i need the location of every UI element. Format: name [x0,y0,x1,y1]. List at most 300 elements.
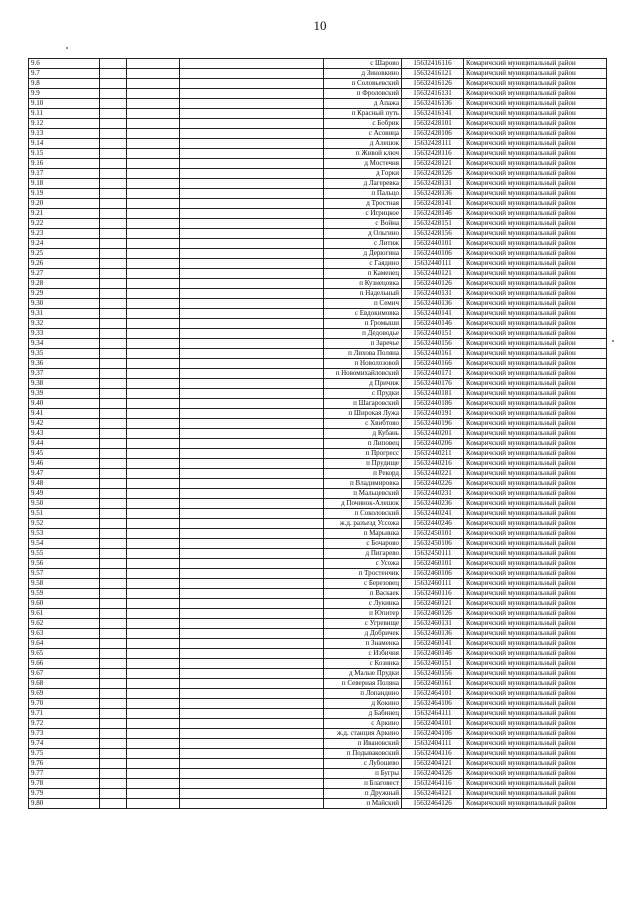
settlement-name-cell: с Гаядино [324,259,402,269]
table-row [29,669,607,679]
empty-cell [127,689,180,699]
empty-cell [127,99,180,109]
empty-cell [180,159,324,169]
empty-cell [180,649,324,659]
empty-cell [100,449,127,459]
empty-cell [127,349,180,359]
empty-cell [100,149,127,159]
table-row [29,389,607,399]
table-row [29,399,607,409]
oktmo-code-cell: 15632428116 [402,149,464,159]
row-number-cell: 9.49 [29,489,100,499]
empty-cell [100,319,127,329]
table-row [29,139,607,149]
district-cell: Комаричский муниципальный район [464,369,607,379]
empty-cell [100,79,127,89]
oktmo-code-cell: 15632450106 [402,539,464,549]
empty-cell [100,539,127,549]
oktmo-code-cell: 15632460126 [402,609,464,619]
district-cell: Комаричский муниципальный район [464,779,607,789]
empty-cell [100,529,127,539]
oktmo-code-cell: 15632404126 [402,769,464,779]
oktmo-code-cell: 15632440111 [402,259,464,269]
settlement-name-cell: п Дружный [324,789,402,799]
settlements-table-body [29,59,607,809]
empty-cell [127,529,180,539]
empty-cell [127,329,180,339]
row-number-cell: 9.57 [29,569,100,579]
settlement-name-cell: п Северная Поляна [324,679,402,689]
empty-cell [180,499,324,509]
empty-cell [127,89,180,99]
empty-cell [127,549,180,559]
empty-cell [180,59,324,69]
settlement-name-cell: д Малые Прудки [324,669,402,679]
empty-cell [180,749,324,759]
empty-cell [180,629,324,639]
settlement-name-cell: с Избичня [324,649,402,659]
empty-cell [127,669,180,679]
table-row [29,589,607,599]
oktmo-code-cell: 15632460151 [402,659,464,669]
empty-cell [180,279,324,289]
settlement-name-cell: д Причиж [324,379,402,389]
row-number-cell: 9.78 [29,779,100,789]
empty-cell [100,589,127,599]
empty-cell [180,579,324,589]
oktmo-code-cell: 15632440196 [402,419,464,429]
row-number-cell: 9.23 [29,229,100,239]
empty-cell [100,729,127,739]
row-number-cell: 9.8 [29,79,100,89]
oktmo-code-cell: 15632440166 [402,359,464,369]
empty-cell [100,139,127,149]
row-number-cell: 9.44 [29,439,100,449]
row-number-cell: 9.37 [29,369,100,379]
empty-cell [127,539,180,549]
table-row [29,69,607,79]
empty-cell [180,169,324,179]
district-cell: Комаричский муниципальный район [464,359,607,369]
settlement-name-cell: с Усожа [324,559,402,569]
settlement-name-cell: п Липовец [324,439,402,449]
settlement-name-cell: с Бочарово [324,539,402,549]
district-cell: Комаричский муниципальный район [464,699,607,709]
empty-cell [127,439,180,449]
empty-cell [100,349,127,359]
oktmo-code-cell: 15632440126 [402,279,464,289]
settlement-name-cell: с Евдокимовка [324,309,402,319]
district-cell: Комаричский муниципальный район [464,319,607,329]
oktmo-code-cell: 15632460121 [402,599,464,609]
oktmo-code-cell: 15632404116 [402,749,464,759]
empty-cell [127,249,180,259]
empty-cell [100,549,127,559]
empty-cell [100,269,127,279]
empty-cell [100,109,127,119]
oktmo-code-cell: 15632404121 [402,759,464,769]
empty-cell [127,429,180,439]
district-cell: Комаричский муниципальный район [464,349,607,359]
district-cell: Комаричский муниципальный район [464,719,607,729]
row-number-cell: 9.40 [29,399,100,409]
empty-cell [100,789,127,799]
empty-cell [100,189,127,199]
oktmo-code-cell: 15632460141 [402,639,464,649]
empty-cell [127,309,180,319]
row-number-cell: 9.43 [29,429,100,439]
row-number-cell: 9.77 [29,769,100,779]
district-cell: Комаричский муниципальный район [464,399,607,409]
settlement-name-cell: п Широкая Лужа [324,409,402,419]
district-cell: Комаричский муниципальный район [464,109,607,119]
table-row [29,429,607,439]
oktmo-code-cell: 15632440146 [402,319,464,329]
table-row [29,249,607,259]
empty-cell [180,689,324,699]
empty-cell [127,479,180,489]
district-cell: Комаричский муниципальный район [464,609,607,619]
empty-cell [180,439,324,449]
district-cell: Комаричский муниципальный район [464,139,607,149]
table-row [29,749,607,759]
empty-cell [100,489,127,499]
oktmo-code-cell: 15632460146 [402,649,464,659]
empty-cell [180,359,324,369]
settlement-name-cell: п Соловьевский [324,79,402,89]
empty-cell [100,649,127,659]
table-row [29,579,607,589]
district-cell: Комаричский муниципальный район [464,79,607,89]
empty-cell [100,219,127,229]
empty-cell [100,299,127,309]
table-row [29,509,607,519]
empty-cell [180,459,324,469]
district-cell: Комаричский муниципальный район [464,409,607,419]
table-row [29,229,607,239]
table-row [29,659,607,669]
table-row [29,459,607,469]
row-number-cell: 9.27 [29,269,100,279]
settlement-name-cell: п Фроловский [324,89,402,99]
oktmo-code-cell: 15632404101 [402,719,464,729]
row-number-cell: 9.67 [29,669,100,679]
empty-cell [100,279,127,289]
empty-cell [127,379,180,389]
table-row [29,349,607,359]
oktmo-code-cell: 15632450101 [402,529,464,539]
empty-cell [100,289,127,299]
settlement-name-cell: п Благовест [324,779,402,789]
oktmo-code-cell: 15632428121 [402,159,464,169]
empty-cell [127,789,180,799]
settlement-name-cell: п Майский [324,799,402,809]
district-cell: Комаричский муниципальный район [464,729,607,739]
district-cell: Комаричский муниципальный район [464,429,607,439]
district-cell: Комаричский муниципальный район [464,69,607,79]
oktmo-code-cell: 15632464111 [402,709,464,719]
district-cell: Комаричский муниципальный район [464,329,607,339]
settlement-name-cell: п Лопандино [324,689,402,699]
empty-cell [127,189,180,199]
empty-cell [127,389,180,399]
scan-speck [66,47,68,49]
empty-cell [127,229,180,239]
empty-cell [127,589,180,599]
settlement-name-cell: с Лубошево [324,759,402,769]
empty-cell [127,339,180,349]
table-row [29,309,607,319]
settlement-name-cell: п Красный путь [324,109,402,119]
district-cell: Комаричский муниципальный район [464,709,607,719]
empty-cell [100,619,127,629]
oktmo-code-cell: 15632440101 [402,239,464,249]
table-row [29,149,607,159]
empty-cell [100,759,127,769]
table-row [29,129,607,139]
empty-cell [100,159,127,169]
row-number-cell: 9.69 [29,689,100,699]
empty-cell [180,739,324,749]
settlement-name-cell: с Березовец [324,579,402,589]
settlement-name-cell: с Война [324,219,402,229]
table-row [29,789,607,799]
oktmo-code-cell: 15632440161 [402,349,464,359]
oktmo-code-cell: 15632404111 [402,739,464,749]
table-row [29,319,607,329]
empty-cell [180,729,324,739]
oktmo-code-cell: 15632440121 [402,269,464,279]
oktmo-code-cell: 15632428131 [402,179,464,189]
settlements-table [28,58,607,809]
empty-cell [127,149,180,159]
table-row [29,329,607,339]
empty-cell [180,339,324,349]
row-number-cell: 9.28 [29,279,100,289]
row-number-cell: 9.48 [29,479,100,489]
table-row [29,159,607,169]
row-number-cell: 9.52 [29,519,100,529]
empty-cell [180,799,324,809]
oktmo-code-cell: 15632464121 [402,789,464,799]
row-number-cell: 9.20 [29,199,100,209]
district-cell: Комаричский муниципальный район [464,229,607,239]
oktmo-code-cell: 15632460116 [402,589,464,599]
oktmo-code-cell: 15632416116 [402,59,464,69]
table-row [29,769,607,779]
empty-cell [180,139,324,149]
settlement-name-cell: с Асовица [324,129,402,139]
settlement-name-cell: д Починок-Алешок [324,499,402,509]
empty-cell [100,579,127,589]
empty-cell [127,629,180,639]
row-number-cell: 9.13 [29,129,100,139]
settlement-name-cell: д Тростная [324,199,402,209]
district-cell: Комаричский муниципальный район [464,209,607,219]
district-cell: Комаричский муниципальный район [464,339,607,349]
district-cell: Комаричский муниципальный район [464,679,607,689]
empty-cell [100,469,127,479]
empty-cell [180,219,324,229]
oktmo-code-cell: 15632416136 [402,99,464,109]
table-row [29,359,607,369]
district-cell: Комаричский муниципальный район [464,659,607,669]
settlement-name-cell: п Тростенчик [324,569,402,579]
oktmo-code-cell: 15632428136 [402,189,464,199]
empty-cell [180,299,324,309]
oktmo-code-cell: 15632440221 [402,469,464,479]
table-row [29,699,607,709]
row-number-cell: 9.34 [29,339,100,349]
empty-cell [127,699,180,709]
empty-cell [127,579,180,589]
empty-cell [100,709,127,719]
row-number-cell: 9.39 [29,389,100,399]
empty-cell [100,569,127,579]
empty-cell [100,59,127,69]
row-number-cell: 9.16 [29,159,100,169]
row-number-cell: 9.38 [29,379,100,389]
row-number-cell: 9.46 [29,459,100,469]
settlement-name-cell: п Шагаровский [324,399,402,409]
oktmo-code-cell: 15632440211 [402,449,464,459]
settlement-name-cell: с Угревище [324,619,402,629]
district-cell: Комаричский муниципальный район [464,459,607,469]
empty-cell [180,569,324,579]
table-row [29,339,607,349]
district-cell: Комаричский муниципальный район [464,509,607,519]
district-cell: Комаричский муниципальный район [464,99,607,109]
row-number-cell: 9.26 [29,259,100,269]
district-cell: Комаричский муниципальный район [464,289,607,299]
oktmo-code-cell: 15632440231 [402,489,464,499]
empty-cell [100,229,127,239]
oktmo-code-cell: 15632440206 [402,439,464,449]
empty-cell [127,219,180,229]
empty-cell [100,419,127,429]
district-cell: Комаричский муниципальный район [464,689,607,699]
district-cell: Комаричский муниципальный район [464,789,607,799]
district-cell: Комаричский муниципальный район [464,619,607,629]
row-number-cell: 9.22 [29,219,100,229]
district-cell: Комаричский муниципальный район [464,309,607,319]
empty-cell [100,369,127,379]
empty-cell [100,249,127,259]
settlement-name-cell: п Мальцевский [324,489,402,499]
empty-cell [100,499,127,509]
empty-cell [100,779,127,789]
row-number-cell: 9.51 [29,509,100,519]
empty-cell [180,149,324,159]
empty-cell [100,719,127,729]
empty-cell [127,449,180,459]
table-row [29,89,607,99]
oktmo-code-cell: 15632464126 [402,799,464,809]
district-cell: Комаричский муниципальный район [464,249,607,259]
empty-cell [127,139,180,149]
empty-cell [127,209,180,219]
empty-cell [100,509,127,519]
table-row [29,679,607,689]
row-number-cell: 9.60 [29,599,100,609]
row-number-cell: 9.56 [29,559,100,569]
empty-cell [127,799,180,809]
table-row [29,559,607,569]
oktmo-code-cell: 15632416141 [402,109,464,119]
table-row [29,499,607,509]
settlement-name-cell: с Козинка [324,659,402,669]
table-row [29,269,607,279]
empty-cell [100,739,127,749]
settlement-name-cell: п Соколовский [324,509,402,519]
empty-cell [180,109,324,119]
settlement-name-cell: д Лагеревка [324,179,402,189]
empty-cell [180,79,324,89]
oktmo-code-cell: 15632440246 [402,519,464,529]
row-number-cell: 9.68 [29,679,100,689]
district-cell: Комаричский муниципальный район [464,389,607,399]
empty-cell [100,629,127,639]
oktmo-code-cell: 15632440186 [402,399,464,409]
empty-cell [127,319,180,329]
district-cell: Комаричский муниципальный район [464,479,607,489]
row-number-cell: 9.75 [29,749,100,759]
row-number-cell: 9.74 [29,739,100,749]
oktmo-code-cell: 15632440136 [402,299,464,309]
row-number-cell: 9.45 [29,449,100,459]
row-number-cell: 9.10 [29,99,100,109]
settlement-name-cell: д Дерюгина [324,249,402,259]
oktmo-code-cell: 15632440141 [402,309,464,319]
oktmo-code-cell: 15632440156 [402,339,464,349]
empty-cell [180,189,324,199]
oktmo-code-cell: 15632404106 [402,729,464,739]
oktmo-code-cell: 15632464106 [402,699,464,709]
row-number-cell: 9.31 [29,309,100,319]
empty-cell [100,89,127,99]
district-cell: Комаричский муниципальный район [464,529,607,539]
settlement-name-cell: д Алешок [324,139,402,149]
district-cell: Комаричский муниципальный район [464,519,607,529]
oktmo-code-cell: 15632440201 [402,429,464,439]
empty-cell [100,669,127,679]
empty-cell [180,709,324,719]
page-number: 10 [313,18,327,33]
empty-cell [127,59,180,69]
table-row [29,199,607,209]
empty-cell [127,559,180,569]
table-row [29,739,607,749]
empty-cell [180,239,324,249]
empty-cell [180,259,324,269]
settlement-name-cell: п Прудище [324,459,402,469]
row-number-cell: 9.76 [29,759,100,769]
table-row [29,209,607,219]
oktmo-code-cell: 15632440106 [402,249,464,259]
district-cell: Комаричский муниципальный район [464,159,607,169]
empty-cell [127,499,180,509]
row-number-cell: 9.36 [29,359,100,369]
empty-cell [127,79,180,89]
empty-cell [127,359,180,369]
oktmo-code-cell: 15632416131 [402,89,464,99]
settlement-name-cell: п Подываковский [324,749,402,759]
row-number-cell: 9.55 [29,549,100,559]
empty-cell [180,789,324,799]
table-row [29,709,607,719]
row-number-cell: 9.19 [29,189,100,199]
district-cell: Комаричский муниципальный район [464,629,607,639]
